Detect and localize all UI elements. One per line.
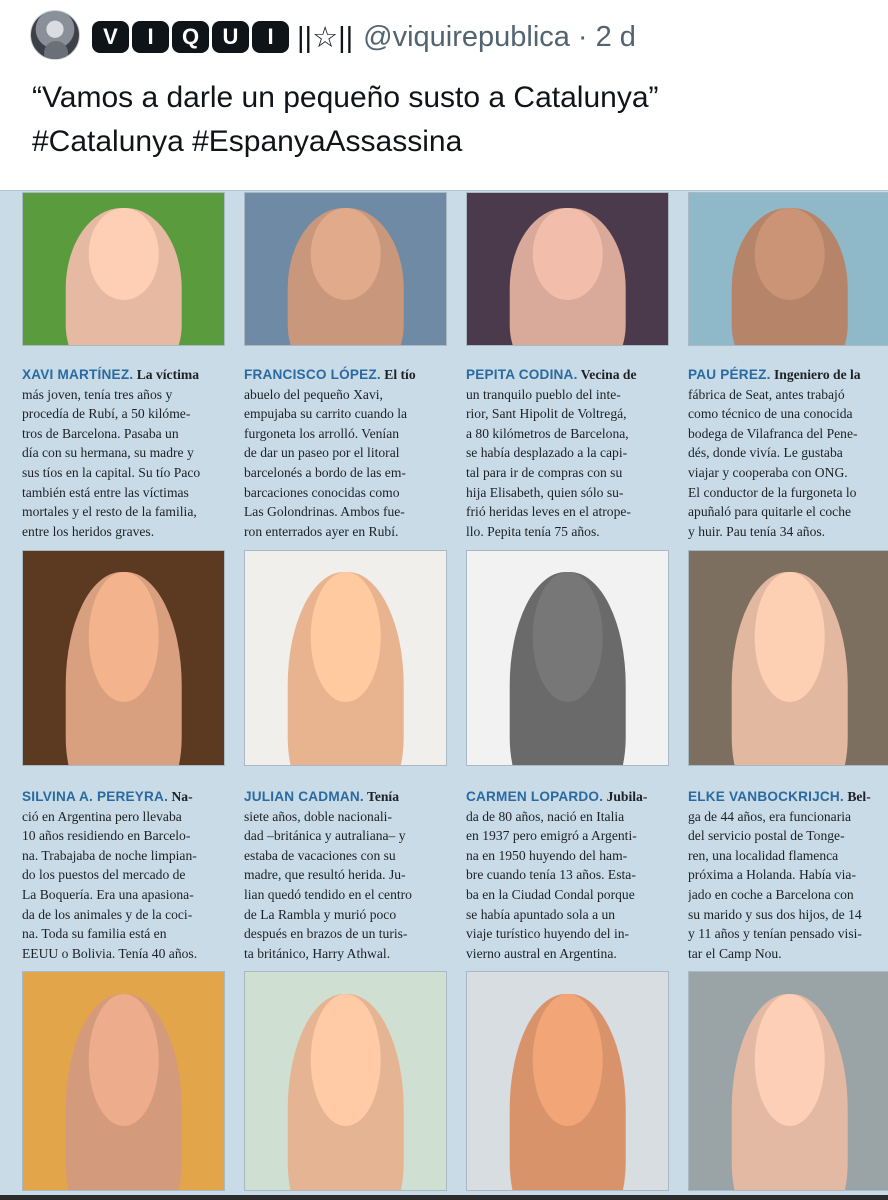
victim-bio-xavi-mart-nez [22,365,220,541]
victim-photo-pau-p-rez-figure [731,208,848,346]
victim-bio-line: ta británico, Harry Athwal. [244,945,391,961]
victim-bio-francisco-l-pez [244,365,442,541]
victim-bio-line: su marido y sus dos hijos, de 14 [688,906,862,922]
bottom-photo-2-figure [287,994,404,1191]
victim-bio-lead: Na- [168,789,193,804]
display-name[interactable] [92,21,289,53]
bottom-photo-2 [244,971,447,1191]
victim-bio-line: furgoneta los arrolló. Venían [244,425,400,441]
victim-name: XAVI MARTÍNEZ. [22,367,134,382]
victim-photo-silvina-a-pereyra-figure [65,572,182,766]
victim-bio-lead: Vecina de [577,367,637,382]
victim-bio-line: na. Trabajaba de noche limpian- [22,847,197,863]
victim-name: JULIAN CADMAN. [244,789,364,804]
victim-bio-carmen-lopardo [466,787,664,963]
victim-bio-lead: Ingeniero de la [770,367,861,382]
victim-name: SILVINA A. PEREYRA. [22,789,169,804]
victim-name: CARMEN LOPARDO. [466,789,604,804]
victim-bio-line: en 1937 pero emigró a Argenti- [466,828,637,844]
name-badge-i-2: I [252,21,289,53]
victim-bio-lead: Jubila- [603,789,648,804]
tweet-text [32,76,862,164]
victim-bio-lead: El tío [380,367,416,382]
victim-bio-line: empujaba su carrito cuando la [244,406,408,422]
victim-bio-line: abuelo del pequeño Xavi, [244,386,383,402]
victim-photo-julian-cadman [244,550,447,766]
victim-photo-pau-p-rez [688,192,888,346]
victim-bio-line: na en 1950 huyendo del ham- [466,847,628,863]
victim-bio-lead: La víctima [133,367,200,382]
victim-name: PAU PÉREZ. [688,367,771,382]
victim-bio-line: entre los heridos graves. [22,523,155,539]
separator-dot: · [577,20,588,53]
victim-bio-line: barcaciones conocidas como [244,484,400,500]
victim-bio-line: próxima a Holanda. Había via- [688,867,856,883]
victim-bio-line: bodega de Vilafranca del Pene- [688,425,858,441]
victim-name: PEPITA CODINA. [466,367,578,382]
tweet-hashtags[interactable]: #Catalunya #EspanyaAssassina [32,125,463,158]
victim-bio-line: lian quedó tendido en el centro [244,886,412,902]
victim-photo-francisco-l-pez [244,192,447,346]
name-suffix: ||☆|| [297,21,354,54]
victim-bio-line: mortales y el resto de la familia, [22,504,197,520]
victim-bio-line: ron enterrados ayer en Rubí. [244,523,399,539]
victim-photo-silvina-a-pereyra [22,550,225,766]
victim-bio-line: ga de 44 años, era funcionaria [688,808,852,824]
victim-photo-pepita-codina [466,192,669,346]
victim-bio-elke-vanbockrijch [688,787,886,963]
user-handle[interactable]: @viquirepublica [363,20,570,53]
victim-bio-line: rior, Sant Hipolit de Voltregá, [466,406,627,422]
victim-photo-julian-cadman-figure [287,572,404,766]
victim-photo-xavi-mart-nez-figure [65,208,182,346]
timestamp[interactable]: 2 d [595,20,636,53]
victim-bio-line: viajar y cooperaba con ONG. [688,464,848,480]
victim-bio-line: tar el Camp Nou. [688,945,782,961]
victim-bio-line: apuñaló para quitarle el coche [688,504,852,520]
victim-bio-line: se había desplazado a la capi- [466,445,628,461]
victim-name: FRANCISCO LÓPEZ. [244,367,381,382]
name-badge-i: I [132,21,169,53]
bottom-photo-4-figure [731,994,848,1191]
victim-bio-line: madre, que resultó herida. Ju- [244,867,406,883]
victim-bio-line: día con su hermana, su madre y [22,445,194,461]
tweet-text-line-1: “Vamos a darle un pequeño susto a Catalunya” [32,81,659,114]
avatar[interactable] [30,10,80,60]
victim-bio-lead: Tenía [363,789,399,804]
victim-bio-line: ba en la Ciudad Condal porque [466,886,635,902]
victim-bio-line: fábrica de Seat, antes trabajó [688,386,845,402]
victim-bio-line: como técnico de una conocida [688,406,853,422]
victim-bio-line: na. Toda su familia está en [22,926,167,942]
victim-bio-line: El conductor de la furgoneta lo [688,484,857,500]
victim-bio-line: barcelonés a bordo de las em- [244,464,406,480]
victim-bio-line: llo. Pepita tenía 75 años. [466,523,600,539]
name-badge-v: V [92,21,129,53]
victim-bio-line: ren, una localidad flamenca [688,847,839,863]
victim-bio-lead: Bel- [843,789,871,804]
bottom-divider [0,1195,888,1200]
victim-name: ELKE VANBOCKRIJCH. [688,789,844,804]
victim-bio-line: de dar un paseo por el litoral [244,445,400,461]
victim-bio-line: frió heridas leves en el atrope- [466,504,631,520]
victim-bio-line: de La Rambla y murió poco [244,906,397,922]
victim-bio-line: también está entre las víctimas [22,484,189,500]
victim-bio-pau-p-rez [688,365,886,541]
victim-bio-line: da de los animales y de la coci- [22,906,193,922]
victim-bio-line: da de 80 años, nació en Italia [466,808,625,824]
victim-bio-silvina-a-pereyra [22,787,220,963]
victim-bio-line: tros de Barcelona. Pasaba un [22,425,179,441]
victim-bio-line: dad –británica y autraliana– y [244,828,406,844]
victim-bio-line: do los puestos del mercado de [22,867,186,883]
name-badge-u: U [212,21,249,53]
victim-bio-line: procedía de Rubí, a 50 kilóme- [22,406,191,422]
victim-bio-line: bre cuando tenía 13 años. Esta- [466,867,636,883]
victim-bio-line: tal para ir de compras con su [466,464,623,480]
victim-bio-line: un tranquilo pueblo del inte- [466,386,621,402]
bottom-photo-3 [466,971,669,1191]
victim-bio-line: se había apuntado sola a un [466,906,616,922]
bottom-photo-1-figure [65,994,182,1191]
victim-bio-line: hija Elisabeth, quien sólo su- [466,484,624,500]
victim-bio-line: viaje turístico huyendo del in- [466,926,630,942]
name-badge-q: Q [172,21,209,53]
victim-photo-elke-vanbockrijch [688,550,888,766]
victim-bio-line: jado en coche a Barcelona con [688,886,854,902]
victim-bio-line: dés, donde vivía. Le gustaba [688,445,843,461]
victim-bio-line: después en brazos de un turis- [244,926,408,942]
victim-bio-line: siete años, doble nacionali- [244,808,392,824]
newspaper-image[interactable] [0,190,888,1200]
victim-bio-line: ció en Argentina pero llevaba [22,808,182,824]
victim-bio-line: del servicio postal de Tonge- [688,828,845,844]
victim-photo-carmen-lopardo-figure [509,572,626,766]
victim-bio-line: más joven, tenía tres años y [22,386,173,402]
victim-photo-elke-vanbockrijch-figure [731,572,848,766]
victim-photo-pepita-codina-figure [509,208,626,346]
bottom-photo-1 [22,971,225,1191]
victim-bio-line: EEUU o Bolivia. Tenía 40 años. [22,945,198,961]
victim-bio-pepita-codina [466,365,664,541]
victim-bio-line: y huir. Pau tenía 34 años. [688,523,826,539]
tweet-header [92,14,636,60]
victim-bio-line: vierno austral en Argentina. [466,945,617,961]
victim-bio-line: estaba de vacaciones con su [244,847,396,863]
victim-bio-line: Las Golondrinas. Ambos fue- [244,504,405,520]
victim-photo-francisco-l-pez-figure [287,208,404,346]
victim-photo-xavi-mart-nez [22,192,225,346]
bottom-photo-4 [688,971,888,1191]
victim-photo-carmen-lopardo [466,550,669,766]
bottom-photo-3-figure [509,994,626,1191]
victim-bio-line: y 11 años y tenían pensado visi- [688,926,862,942]
victim-bio-line: 10 años residiendo en Barcelo- [22,828,191,844]
tweet [0,0,888,190]
victim-bio-line: sus tíos en la capital. Su tío Paco [22,464,201,480]
victim-bio-julian-cadman [244,787,442,963]
victim-bio-line: La Boquería. Era una apasiona- [22,886,194,902]
victim-bio-line: a 80 kilómetros de Barcelona, [466,425,629,441]
